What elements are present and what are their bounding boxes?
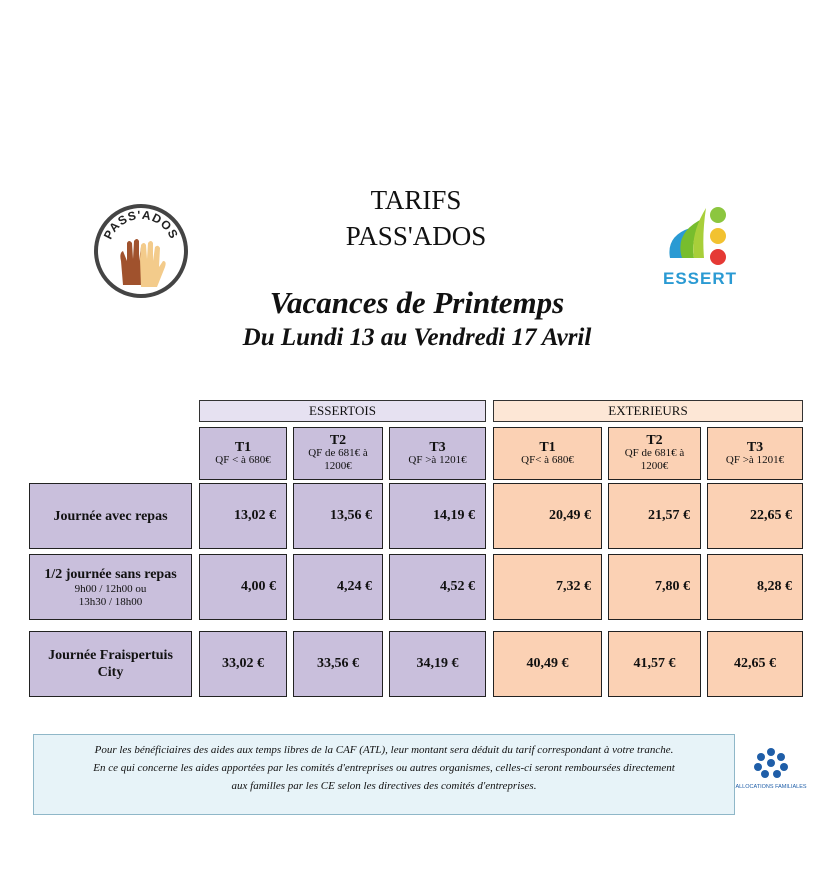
group-header-essertois: ESSERTOIS — [199, 400, 486, 422]
group-header-exterieurs: EXTERIEURS — [493, 400, 803, 422]
price-cell: 20,49 € — [493, 483, 602, 549]
tier-label: T3 — [429, 439, 446, 455]
price-cell: 8,28 € — [707, 554, 803, 620]
essert-logo-text: ESSERT — [662, 269, 738, 288]
qf-range: QF >à 1201€ — [408, 453, 467, 466]
price-cell: 40,49 € — [493, 631, 602, 697]
price-cell: 34,19 € — [389, 631, 486, 697]
qf-range: QF< à 680€ — [521, 453, 574, 466]
row-label-detail: 9h00 / 12h00 ou 13h30 / 18h00 — [74, 582, 147, 608]
price-cell: 4,52 € — [389, 554, 486, 620]
price-cell: 7,80 € — [608, 554, 701, 620]
column-header-essertois-t2 — [293, 427, 383, 480]
price-cell: 4,00 € — [199, 554, 287, 620]
subtitle-line-2: Du Lundi 13 au Vendredi 17 Avril — [242, 324, 592, 351]
price-cell: 4,24 € — [293, 554, 383, 620]
price-cell: 41,57 € — [608, 631, 701, 697]
essert-logo — [660, 200, 740, 290]
column-header-exterieurs-t3 — [707, 427, 803, 480]
qf-range: QF >à 1201€ — [725, 453, 785, 466]
price-cell: 33,56 € — [293, 631, 383, 697]
caf-logo — [735, 742, 807, 802]
row-label-journee-fraispertuis-city — [29, 631, 192, 697]
price-cell: 13,56 € — [293, 483, 383, 549]
price-cell: 22,65 € — [707, 483, 803, 549]
note-line-1: Pour les bénéficiaires des aides aux temps libres de la CAF (ATL), leur montant sera déduit du tarif correspondant à votre tranche. — [94, 744, 674, 756]
note-line-3: aux familles par les CE selon les directives des comités d'entreprises. — [231, 780, 537, 792]
qf-range: QF de 681€ à 1200€ — [624, 447, 685, 472]
row-label-demi-journee-sans-repas — [29, 554, 192, 620]
row-label-text: 1/2 journée sans repas — [44, 566, 177, 582]
caf-logo-text: ALLOCATIONS FAMILIALES — [735, 784, 807, 790]
qf-range: QF de 681€ à 1200€ — [308, 447, 368, 472]
column-header-essertois-t3 — [389, 427, 486, 480]
column-header-exterieurs-t1 — [493, 427, 602, 480]
price-cell: 13,02 € — [199, 483, 287, 549]
tier-label: T1 — [234, 439, 252, 455]
tier-label: T2 — [329, 433, 347, 448]
subtitle-line-1: Vacances de Printemps — [269, 285, 565, 320]
column-header-essertois-t1 — [199, 427, 287, 480]
price-cell: 21,57 € — [608, 483, 701, 549]
row-label-journee-avec-repas — [29, 483, 192, 549]
price-cell: 33,02 € — [199, 631, 287, 697]
note-line-2: En ce qui concerne les aides apportées par les comités d'entreprises ou autres organismes, celles-ci seront remboursées directement — [93, 762, 675, 774]
price-cell: 14,19 € — [389, 483, 486, 549]
pass-ados-logo — [93, 203, 189, 299]
caf-note — [33, 734, 735, 815]
price-cell: 7,32 € — [493, 554, 602, 620]
tier-label: T1 — [539, 439, 556, 455]
tier-label: T2 — [646, 433, 663, 448]
tier-label: T3 — [746, 439, 764, 455]
pass-ados-logo-text: PASS'ADOS — [100, 207, 182, 242]
row-label-text: Journée avec repas — [53, 508, 168, 524]
qf-range: QF < à 680€ — [215, 453, 271, 466]
price-cell: 42,65 € — [707, 631, 803, 697]
column-header-exterieurs-t2 — [608, 427, 701, 480]
row-label-text: Journée Fraispertuis City — [48, 648, 173, 680]
title-line-2: PASS'ADOS — [345, 221, 487, 251]
title-line-1: TARIFS — [370, 185, 462, 215]
